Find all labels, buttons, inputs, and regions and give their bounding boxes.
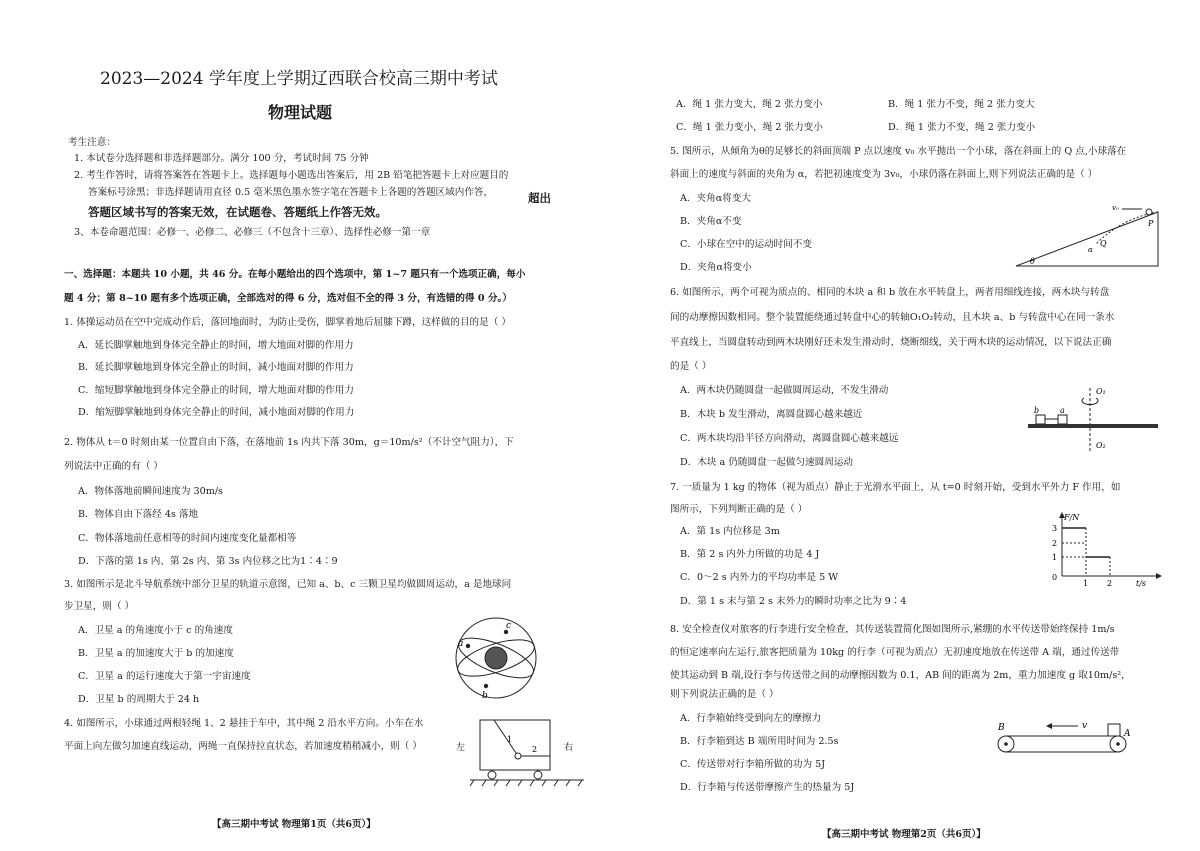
cart-pendulum-figure: [452, 714, 592, 788]
exam-title: 2023—2024 学年度上学期辽西联合校高三期中考试: [100, 69, 498, 89]
velocity-label: v: [1082, 721, 1088, 731]
question-2-option: C．物体落地前任意相等的时间内速度变化量都相等: [78, 533, 297, 544]
figure-label: α: [1088, 246, 1093, 254]
rope-label: 2: [532, 745, 538, 754]
question-7-option: D．第 1 s 末与第 2 s 末外力的瞬时功率之比为 9∶4: [680, 596, 907, 607]
question-5-option: D．夹角α将变小: [680, 262, 752, 273]
question-2-stem: 2. 物体从 t＝0 时刻由某一位置自由下落，在落地前 1s 内共下落 30m，g＝10m/s²（不计空气阻力），下: [64, 437, 514, 448]
incline-projectile-figure: [1012, 204, 1162, 270]
question-3-option: C．卫星 a 的运行速度大于第一宇宙速度: [78, 671, 251, 682]
page-footer: 【高三期中考试 物理第2页（共6页）】: [822, 829, 986, 840]
notice-heading: 考生注意：: [68, 137, 116, 148]
question-4-option: B．绳 1 张力不变，绳 2 张力变大: [888, 99, 1035, 110]
question-5-option: A．夹角α将变大: [680, 193, 751, 204]
question-2-stem: 列说法中正确的有（ ）: [64, 461, 163, 472]
graph-label: t/s: [1136, 579, 1147, 588]
graph-label: 1: [1052, 553, 1058, 562]
question-8-stem: 则下列说法正确的是（ ）: [670, 689, 779, 700]
page-2: [600, 0, 1200, 851]
figure-label: P: [1148, 219, 1154, 228]
question-3-option: A．卫星 a 的角速度小于 c 的角速度: [78, 625, 233, 636]
turntable-figure: [1024, 384, 1164, 454]
figure-label: Q: [1100, 239, 1107, 248]
notice-line: 2. 考生作答时，请将答案答在答题卡上。选择题每小题选出答案后，用 2B 铅笔把答题卡上对应题目的: [74, 170, 509, 181]
orbit-label: c: [506, 621, 512, 631]
question-2-option: A．物体落地前瞬间速度为 30m/s: [78, 486, 223, 497]
question-6-option: C．两木块均沿半径方向滑动，离圆盘圆心越来越远: [680, 433, 899, 444]
conveyor-belt-figure: [992, 716, 1142, 762]
exam-subject: 物理试题: [268, 103, 333, 122]
question-1-option: B．延长脚掌触地到身体完全静止的时间，减小地面对脚的作用力: [78, 362, 354, 373]
orbit-label: b: [482, 691, 488, 701]
endpoint-label: B: [998, 723, 1005, 733]
notice-line: 答案标号涂黑；非选择题请用直径 0.5 毫米黑色墨水签字笔在答题卡上各题的答题区域内作答，: [88, 187, 494, 198]
question-3-option: D．卫星 b 的周期大于 24 h: [78, 694, 200, 705]
question-1-option: A．延长脚掌触地到身体完全静止的时间，增大地面对脚的作用力: [78, 340, 354, 351]
question-3-stem: 步卫星，则（ ）: [64, 601, 135, 612]
notice-line: 1. 本试卷分选择题和非选择题部分。满分 100 分，考试时间 75 分钟: [74, 153, 369, 164]
question-2-option: B．物体自由下落经 4s 落地: [78, 509, 199, 520]
question-5-option: C．小球在空中的运动时间不变: [680, 239, 813, 250]
question-3-option: B．卫星 a 的加速度大于 b 的加速度: [78, 648, 234, 659]
section-heading: 一、选择题：本题共 10 小题，共 46 分。在每小题给出的四个选项中，第 1~7 题只有一个选项正确，每小: [64, 269, 526, 280]
question-4-stem: 4. 如图所示，小球通过两根轻绳 1、2 悬挂于车中，其中绳 2 沿水平方向。小车在水: [64, 718, 424, 729]
section-heading: 题 4 分；第 8~10 题有多个选项正确，全部选对的得 6 分，选对但不全的得 3 分，有选错的得 0 分。）: [64, 293, 512, 304]
question-5-stem: 斜面上的速度与斜面的夹角为 α，若把初速度变为 3v₀，小球仍落在斜面上,则下列说法正确的是（ ）: [670, 169, 1098, 180]
notice-line: 超出: [528, 191, 551, 205]
question-8-stem: 使其运动到 B 端,设行李与传送带之间的动摩擦因数为 0.1，AB 间的距离为 2m，重力加速度 g 取10m/s²，: [670, 670, 1131, 681]
question-8-option: D．行李箱与传送带摩擦产生的热量为 5J: [680, 782, 855, 793]
question-7-option: B．第 2 s 内外力所做的功是 4 J: [680, 549, 820, 560]
graph-label: F/N: [1064, 513, 1080, 522]
axis-label: O₂: [1096, 441, 1106, 450]
question-2-option: D．下落的第 1s 内、第 2s 内、第 3s 内位移之比为1∶4∶9: [78, 556, 338, 567]
question-8-option: A．行李箱始终受到向左的摩擦力: [680, 713, 822, 724]
question-8-stem: 的恒定速率向左运行,旅客把质量为 10kg 的行李（可视为质点）无初速度地放在传送带 A 端，通过传送带: [670, 647, 1120, 658]
question-6-stem: 平直线上，当圆盘转动到两木块刚好还未发生滑动时，烧断细线，关于两木块的运动情况，以下说法正确: [670, 337, 1112, 348]
question-8-stem: 8. 安全检查仪对旅客的行李进行安全检查，其传送装置简化图如图所示,紧绷的水平传送带始终保持 1m/s: [670, 624, 1115, 635]
figure-label: v₀: [1112, 204, 1119, 212]
question-8-option: B．行李箱到达 B 端所用时间为 2.5s: [680, 736, 839, 747]
question-5-stem: 5. 图所示，从倾角为θ的足够长的斜面顶端 P 点以速度 v₀ 水平抛出一个小球，落在斜面上的 Q 点,小球落在: [670, 146, 1127, 157]
notice-line: 3、本卷命题范围：必修一、必修二、必修三（不包含十三章）、选择性必修一第一章: [74, 227, 431, 238]
block-label: b: [1034, 406, 1040, 415]
question-1-stem: 1. 体操运动员在空中完成动作后，落回地面时，为防止受伤，脚掌着地后屈膝下蹲，这样做的目的是（ ）: [64, 317, 511, 328]
question-6-stem: 间的动摩擦因数相同。整个装置能绕通过转盘中心的转轴O₁O₂转动，且木块 a、b 与转盘中心在同一条水: [670, 312, 1115, 323]
question-4-option: D．绳 1 张力不变，绳 2 张力变小: [888, 122, 1036, 133]
question-1-option: D．缩短脚掌触地到身体完全静止的时间，减小地面对脚的作用力: [78, 407, 355, 418]
question-6-option: D．木块 a 仍随圆盘一起做匀速圆周运动: [680, 457, 854, 468]
question-5-option: B．夹角α不变: [680, 216, 742, 227]
block-label: a: [1060, 406, 1065, 415]
graph-label: 3: [1052, 524, 1058, 533]
question-4-option: C．绳 1 张力变小，绳 2 张力变小: [676, 122, 823, 133]
question-8-option: C．传送带对行李箱所做的功为 5J: [680, 759, 826, 770]
force-time-graph: [1040, 510, 1170, 586]
question-4-stem: 平面上向左做匀加速直线运动，两绳一直保持拉直状态，若加速度稍稍减小，则（ ）: [64, 741, 423, 752]
page-footer: 【高三期中考试 物理第1页（共6页）】: [212, 819, 376, 830]
endpoint-label: A: [1124, 729, 1131, 739]
question-7-stem: 7. 一质量为 1 kg 的物体（视为质点）静止于光滑水平面上，从 t=0 时刻开始，受到水平外力 F 作用，如: [670, 482, 1121, 493]
question-6-stem: 的是（ ）: [670, 361, 712, 372]
question-6-option: B．木块 b 发生滑动，离圆盘圆心越来越近: [680, 409, 863, 420]
graph-label: 2: [1052, 539, 1058, 548]
graph-label: 2: [1107, 579, 1113, 588]
question-3-stem: 3. 如图所示是北斗导航系统中部分卫星的轨道示意图，已知 a、b、c 三颗卫星均做圆周运动，a 是地球同: [64, 579, 512, 590]
axis-label: O₁: [1096, 387, 1106, 396]
question-4-option: A．绳 1 张力变大，绳 2 张力变小: [676, 99, 823, 110]
orbit-label: a: [458, 639, 464, 649]
satellite-orbit-figure: [448, 614, 544, 704]
figure-label: θ: [1030, 257, 1035, 266]
question-7-stem: 图所示，下列判断正确的是（ ）: [670, 504, 808, 515]
notice-line: 答题区域书写的答案无效，在试题卷、答题纸上作答无效。: [88, 205, 387, 219]
question-6-option: A．两木块仍随圆盘一起做圆周运动，不发生滑动: [680, 385, 889, 396]
graph-label: 1: [1083, 579, 1089, 588]
graph-label: 0: [1052, 573, 1058, 582]
question-1-option: C．缩短脚掌触地到身体完全静止的时间，增大地面对脚的作用力: [78, 385, 354, 396]
question-7-option: C．0～2 s 内外力的平均功率是 5 W: [680, 572, 839, 583]
rope-label: 1: [507, 735, 513, 744]
question-6-stem: 6. 如图所示，两个可视为质点的、相同的木块 a 和 b 放在水平转盘上，两者用细线连接，两木块与转盘: [670, 287, 1110, 298]
direction-label: 左: [456, 743, 466, 753]
direction-label: 右: [564, 743, 574, 753]
question-7-option: A．第 1s 内位移是 3m: [680, 526, 780, 537]
